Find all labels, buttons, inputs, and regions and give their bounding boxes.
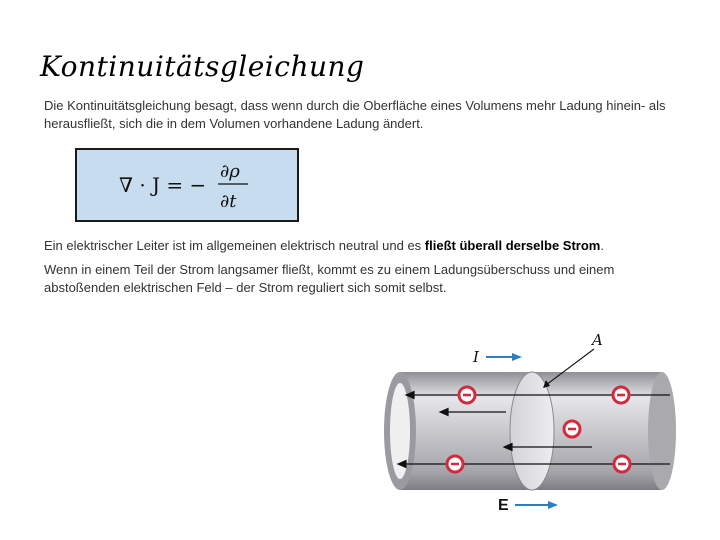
neutral-paragraph xyxy=(44,237,674,255)
charge xyxy=(614,456,630,472)
charge xyxy=(447,456,463,472)
formula-denominator: ∂t xyxy=(220,191,237,212)
formula-numerator: ∂ρ xyxy=(220,161,240,182)
charge xyxy=(613,387,629,403)
current-label: I xyxy=(473,348,479,366)
page-title: Kontinuitätsgleichung xyxy=(40,50,365,83)
formula-box xyxy=(75,148,299,222)
formula-lhs: ∇ · J = − xyxy=(119,173,207,197)
continuity-equation xyxy=(77,150,297,220)
neutral-text-start: Ein elektrischer Leiter ist im allgemeinen elektrisch neutral und es xyxy=(44,238,425,253)
conductor-figure xyxy=(380,325,680,520)
regulation-paragraph: Wenn in einem Teil der Strom langsamer fließt, kommt es zu einem Ladungsüberschuss und einem abstoßenden elektrischen Feld – der Strom reguliert sich somit selbst. xyxy=(44,262,615,295)
field-label: E xyxy=(498,497,509,514)
area-label: A xyxy=(592,331,603,349)
neutral-text-bold: fließt überall derselbe Strom xyxy=(424,238,601,253)
charge xyxy=(564,421,580,437)
intro-paragraph: Die Kontinuitätsgleichung besagt, dass wenn durch die Oberfläche eines Volumens mehr Ladung hinein- als herausfließt, sich die in dem Volumen vorhandene Ladung ändert. xyxy=(44,98,666,131)
field-arrowhead xyxy=(548,501,558,509)
cross-section-a xyxy=(510,372,554,490)
neutral-text-end: . xyxy=(600,238,604,253)
charge xyxy=(459,387,475,403)
current-arrowhead xyxy=(512,353,522,361)
cylinder-right-end xyxy=(648,372,676,490)
